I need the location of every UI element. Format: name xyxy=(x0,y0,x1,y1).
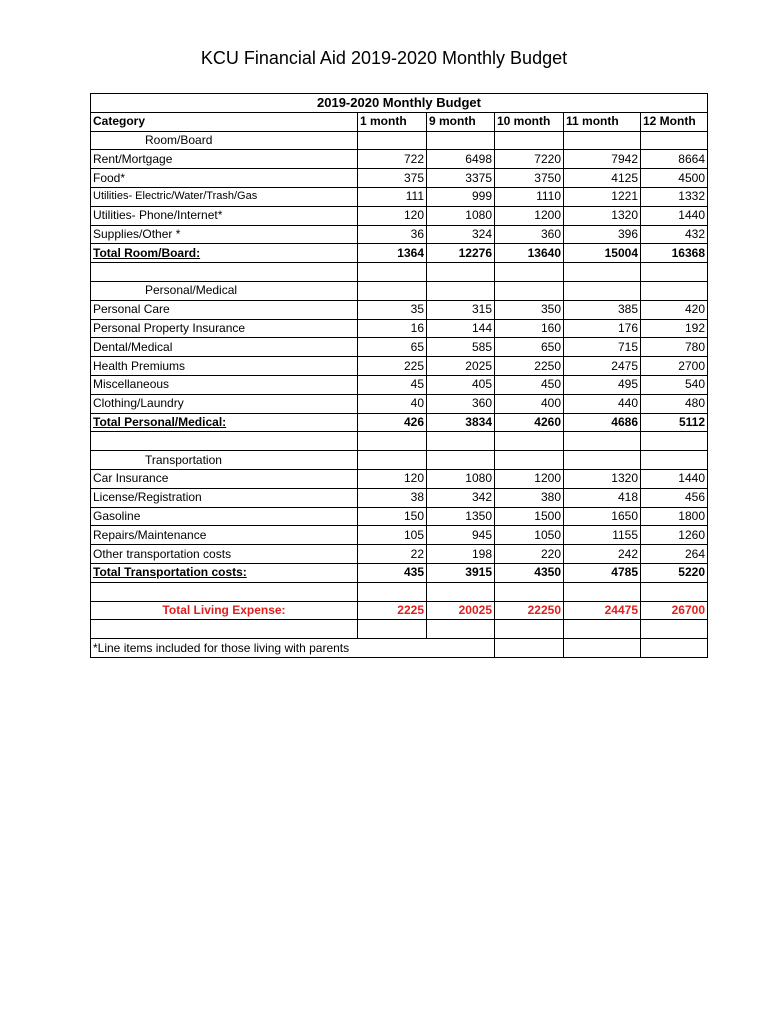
row-label: Clothing/Laundry xyxy=(91,394,358,413)
row-value: 3750 xyxy=(495,169,564,188)
spacer-row xyxy=(91,582,708,601)
table-row xyxy=(91,488,708,507)
row-value: 396 xyxy=(564,225,641,244)
row-value: 585 xyxy=(427,338,495,357)
empty-cell xyxy=(91,263,358,282)
column-header: 11 month xyxy=(564,112,641,131)
row-value: 65 xyxy=(358,338,427,357)
empty-cell xyxy=(358,281,427,300)
row-label: Health Premiums xyxy=(91,357,358,376)
row-value: 1320 xyxy=(564,469,641,488)
empty-cell xyxy=(427,281,495,300)
total-living-label: Total Living Expense: xyxy=(91,601,358,620)
table-row xyxy=(91,545,708,564)
row-value: 120 xyxy=(358,469,427,488)
total-value: 15004 xyxy=(564,244,641,263)
empty-cell xyxy=(641,639,708,658)
total-value: 3915 xyxy=(427,563,495,582)
row-value: 1200 xyxy=(495,469,564,488)
row-value: 375 xyxy=(358,169,427,188)
row-value: 350 xyxy=(495,300,564,319)
row-value: 1110 xyxy=(495,187,564,206)
row-value: 400 xyxy=(495,394,564,413)
row-value: 1050 xyxy=(495,526,564,545)
row-value: 385 xyxy=(564,300,641,319)
total-row xyxy=(91,413,708,432)
row-label: Other transportation costs xyxy=(91,545,358,564)
row-value: 1500 xyxy=(495,507,564,526)
table-heading: 2019-2020 Monthly Budget xyxy=(91,94,708,113)
row-value: 650 xyxy=(495,338,564,357)
table-row xyxy=(91,469,708,488)
table-row xyxy=(91,394,708,413)
empty-cell xyxy=(641,263,708,282)
row-label: Dental/Medical xyxy=(91,338,358,357)
total-living-value: 20025 xyxy=(427,601,495,620)
row-value: 225 xyxy=(358,357,427,376)
empty-cell xyxy=(495,131,564,150)
row-label: Utilities- Electric/Water/Trash/Gas xyxy=(91,187,358,206)
row-value: 1332 xyxy=(641,187,708,206)
row-value: 8664 xyxy=(641,150,708,169)
empty-cell xyxy=(427,131,495,150)
row-value: 540 xyxy=(641,375,708,394)
empty-cell xyxy=(358,432,427,451)
row-value: 495 xyxy=(564,375,641,394)
row-value: 418 xyxy=(564,488,641,507)
footnote-row xyxy=(91,639,708,658)
row-value: 242 xyxy=(564,545,641,564)
row-value: 1440 xyxy=(641,206,708,225)
row-value: 1080 xyxy=(427,469,495,488)
empty-cell xyxy=(427,582,495,601)
row-label: Food* xyxy=(91,169,358,188)
empty-cell xyxy=(641,582,708,601)
row-value: 192 xyxy=(641,319,708,338)
empty-cell xyxy=(358,131,427,150)
section-label-transportation: Transportation xyxy=(91,451,358,470)
row-value: 1221 xyxy=(564,187,641,206)
empty-cell xyxy=(427,620,495,639)
table-heading-row xyxy=(91,94,708,113)
row-value: 4500 xyxy=(641,169,708,188)
total-living-row xyxy=(91,601,708,620)
row-value: 999 xyxy=(427,187,495,206)
column-header: 1 month xyxy=(358,112,427,131)
empty-cell xyxy=(564,451,641,470)
empty-cell xyxy=(564,131,641,150)
row-value: 7220 xyxy=(495,150,564,169)
table-row xyxy=(91,526,708,545)
empty-cell xyxy=(358,620,427,639)
table-row xyxy=(91,187,708,206)
row-label: Gasoline xyxy=(91,507,358,526)
empty-cell xyxy=(358,263,427,282)
total-living-value: 26700 xyxy=(641,601,708,620)
row-label: Car Insurance xyxy=(91,469,358,488)
column-header-row xyxy=(91,112,708,131)
total-value: 13640 xyxy=(495,244,564,263)
row-value: 1350 xyxy=(427,507,495,526)
section-label-row xyxy=(91,131,708,150)
row-value: 2250 xyxy=(495,357,564,376)
row-label: Supplies/Other * xyxy=(91,225,358,244)
row-value: 105 xyxy=(358,526,427,545)
row-value: 324 xyxy=(427,225,495,244)
empty-cell xyxy=(495,263,564,282)
total-value: 5220 xyxy=(641,563,708,582)
total-label: Total Room/Board: xyxy=(91,244,358,263)
row-value: 1080 xyxy=(427,206,495,225)
total-value: 4260 xyxy=(495,413,564,432)
section-label-room-board: Room/Board xyxy=(91,131,358,150)
table-row xyxy=(91,225,708,244)
table-row xyxy=(91,357,708,376)
total-value: 3834 xyxy=(427,413,495,432)
row-value: 45 xyxy=(358,375,427,394)
row-value: 2025 xyxy=(427,357,495,376)
footnote: *Line items included for those living with parents xyxy=(91,639,495,658)
table-row xyxy=(91,375,708,394)
total-value: 5112 xyxy=(641,413,708,432)
total-row xyxy=(91,563,708,582)
row-label: Personal Care xyxy=(91,300,358,319)
total-value: 4350 xyxy=(495,563,564,582)
total-living-value: 24475 xyxy=(564,601,641,620)
row-value: 380 xyxy=(495,488,564,507)
total-label: Total Transportation costs: xyxy=(91,563,358,582)
total-value: 426 xyxy=(358,413,427,432)
row-label: License/Registration xyxy=(91,488,358,507)
row-value: 111 xyxy=(358,187,427,206)
section-label-personal-medical: Personal/Medical xyxy=(91,281,358,300)
section-label-row xyxy=(91,281,708,300)
row-value: 780 xyxy=(641,338,708,357)
table-row xyxy=(91,300,708,319)
row-value: 1650 xyxy=(564,507,641,526)
row-label: Miscellaneous xyxy=(91,375,358,394)
row-value: 456 xyxy=(641,488,708,507)
budget-table xyxy=(90,93,708,658)
row-value: 360 xyxy=(427,394,495,413)
row-value: 1260 xyxy=(641,526,708,545)
row-value: 7942 xyxy=(564,150,641,169)
row-value: 176 xyxy=(564,319,641,338)
column-header: 12 Month xyxy=(641,112,708,131)
row-value: 4125 xyxy=(564,169,641,188)
row-value: 160 xyxy=(495,319,564,338)
row-value: 1440 xyxy=(641,469,708,488)
empty-cell xyxy=(427,432,495,451)
table-row xyxy=(91,338,708,357)
empty-cell xyxy=(564,639,641,658)
empty-cell xyxy=(641,620,708,639)
row-value: 420 xyxy=(641,300,708,319)
column-header: 10 month xyxy=(495,112,564,131)
row-value: 1200 xyxy=(495,206,564,225)
row-value: 1155 xyxy=(564,526,641,545)
row-value: 342 xyxy=(427,488,495,507)
empty-cell xyxy=(564,281,641,300)
total-value: 16368 xyxy=(641,244,708,263)
table-row xyxy=(91,150,708,169)
total-row xyxy=(91,244,708,263)
table-row xyxy=(91,206,708,225)
row-value: 198 xyxy=(427,545,495,564)
column-header: 9 month xyxy=(427,112,495,131)
total-value: 12276 xyxy=(427,244,495,263)
row-value: 22 xyxy=(358,545,427,564)
empty-cell xyxy=(427,451,495,470)
empty-cell xyxy=(91,620,358,639)
empty-cell xyxy=(495,639,564,658)
empty-cell xyxy=(564,432,641,451)
row-value: 945 xyxy=(427,526,495,545)
empty-cell xyxy=(358,582,427,601)
row-value: 3375 xyxy=(427,169,495,188)
row-value: 220 xyxy=(495,545,564,564)
row-value: 6498 xyxy=(427,150,495,169)
empty-cell xyxy=(641,432,708,451)
total-living-value: 2225 xyxy=(358,601,427,620)
row-value: 360 xyxy=(495,225,564,244)
row-value: 35 xyxy=(358,300,427,319)
row-value: 480 xyxy=(641,394,708,413)
row-value: 16 xyxy=(358,319,427,338)
category-header: Category xyxy=(91,112,358,131)
empty-cell xyxy=(495,620,564,639)
table-row xyxy=(91,319,708,338)
document-title: KCU Financial Aid 2019-2020 Monthly Budget xyxy=(200,48,568,68)
total-living-value: 22250 xyxy=(495,601,564,620)
total-value: 4686 xyxy=(564,413,641,432)
empty-cell xyxy=(495,281,564,300)
empty-cell xyxy=(641,131,708,150)
empty-cell xyxy=(358,451,427,470)
row-value: 144 xyxy=(427,319,495,338)
empty-cell xyxy=(91,582,358,601)
row-value: 715 xyxy=(564,338,641,357)
row-label: Repairs/Maintenance xyxy=(91,526,358,545)
empty-cell xyxy=(641,281,708,300)
row-value: 315 xyxy=(427,300,495,319)
total-value: 435 xyxy=(358,563,427,582)
empty-cell xyxy=(495,582,564,601)
empty-cell xyxy=(641,451,708,470)
row-label: Personal Property Insurance xyxy=(91,319,358,338)
empty-cell xyxy=(495,432,564,451)
table-row xyxy=(91,507,708,526)
empty-cell xyxy=(564,263,641,282)
row-value: 2475 xyxy=(564,357,641,376)
empty-cell xyxy=(427,263,495,282)
section-label-row xyxy=(91,451,708,470)
total-value: 1364 xyxy=(358,244,427,263)
row-value: 450 xyxy=(495,375,564,394)
row-value: 722 xyxy=(358,150,427,169)
row-value: 1320 xyxy=(564,206,641,225)
row-value: 1800 xyxy=(641,507,708,526)
row-label: Utilities- Phone/Internet* xyxy=(91,206,358,225)
empty-cell xyxy=(564,582,641,601)
table-row xyxy=(91,169,708,188)
empty-cell xyxy=(495,451,564,470)
row-value: 440 xyxy=(564,394,641,413)
spacer-row xyxy=(91,620,708,639)
spacer-row xyxy=(91,432,708,451)
row-value: 432 xyxy=(641,225,708,244)
row-value: 150 xyxy=(358,507,427,526)
row-value: 36 xyxy=(358,225,427,244)
row-value: 40 xyxy=(358,394,427,413)
empty-cell xyxy=(91,432,358,451)
empty-cell xyxy=(564,620,641,639)
row-value: 38 xyxy=(358,488,427,507)
row-label: Rent/Mortgage xyxy=(91,150,358,169)
row-value: 2700 xyxy=(641,357,708,376)
spacer-row xyxy=(91,263,708,282)
row-value: 264 xyxy=(641,545,708,564)
row-value: 120 xyxy=(358,206,427,225)
total-label: Total Personal/Medical: xyxy=(91,413,358,432)
total-value: 4785 xyxy=(564,563,641,582)
row-value: 405 xyxy=(427,375,495,394)
